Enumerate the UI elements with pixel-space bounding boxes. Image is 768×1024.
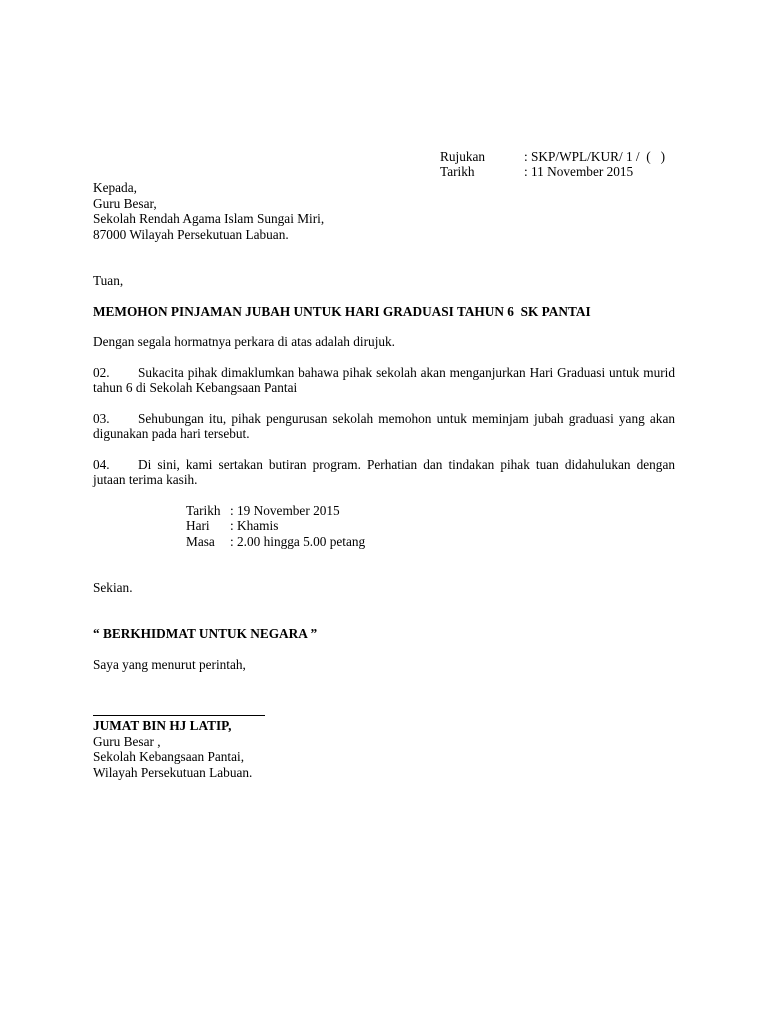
detail-label-hari: Hari bbox=[186, 518, 210, 533]
paragraph-number: 03. bbox=[93, 411, 110, 426]
paragraph-03 bbox=[93, 411, 675, 442]
recipient-line: Sekolah Rendah Agama Islam Sungai Miri, bbox=[93, 211, 325, 226]
signatory-line: Wilayah Persekutuan Labuan. bbox=[93, 765, 253, 780]
detail-label-masa: Masa bbox=[186, 534, 215, 549]
tarikh-label: Tarikh bbox=[440, 164, 475, 179]
tarikh-value: : 11 November 2015 bbox=[524, 164, 634, 179]
paragraph-text: Di sini, kami sertakan butiran program. Perhatian dan tindakan pihak tuan didahulukan dengan jutaan terima kasih. bbox=[93, 457, 675, 488]
intro-paragraph: Dengan segala hormatnya perkara di atas adalah dirujuk. bbox=[93, 334, 396, 349]
sekian-text: Sekian. bbox=[93, 580, 133, 595]
detail-value-tarikh: : 19 November 2015 bbox=[230, 503, 340, 518]
paragraph-02 bbox=[93, 365, 675, 396]
paragraph-text: Sukacita pihak dimaklumkan bahawa pihak sekolah akan menganjurkan Hari Graduasi untuk murid tahun 6 di Sekolah Kebangsaan Pantai bbox=[93, 365, 675, 396]
paragraph-text: Sehubungan itu, pihak pengurusan sekolah memohon untuk meminjam jubah graduasi yang akan digunakan pada hari tersebut. bbox=[93, 411, 675, 442]
signatory-line: Guru Besar , bbox=[93, 734, 161, 749]
signature-line bbox=[93, 715, 265, 716]
recipient-line: 87000 Wilayah Persekutuan Labuan. bbox=[93, 227, 289, 242]
rujukan-label: Rujukan bbox=[440, 149, 486, 164]
detail-value-masa: : 2.00 hingga 5.00 petang bbox=[230, 534, 366, 549]
signatory-line: Sekolah Kebangsaan Pantai, bbox=[93, 749, 245, 764]
rujukan-value: : SKP/WPL/KUR/ 1 / ( ) bbox=[524, 149, 666, 164]
detail-label-tarikh: Tarikh bbox=[186, 503, 221, 518]
sign-off: Saya yang menurut perintah, bbox=[93, 657, 246, 672]
letter-subject: MEMOHON PINJAMAN JUBAH UNTUK HARI GRADUASI TAHUN 6 SK PANTAI bbox=[93, 304, 591, 319]
paragraph-number: 02. bbox=[93, 365, 110, 380]
detail-value-hari: : Khamis bbox=[230, 518, 279, 533]
salutation: Tuan, bbox=[93, 273, 124, 288]
paragraph-number: 04. bbox=[93, 457, 110, 472]
paragraph-04 bbox=[93, 457, 675, 488]
recipient-line: Guru Besar, bbox=[93, 196, 157, 211]
recipient-line: Kepada, bbox=[93, 180, 137, 195]
motto: “ BERKHIDMAT UNTUK NEGARA ” bbox=[93, 626, 318, 641]
signatory-name: JUMAT BIN HJ LATIP, bbox=[93, 718, 232, 733]
